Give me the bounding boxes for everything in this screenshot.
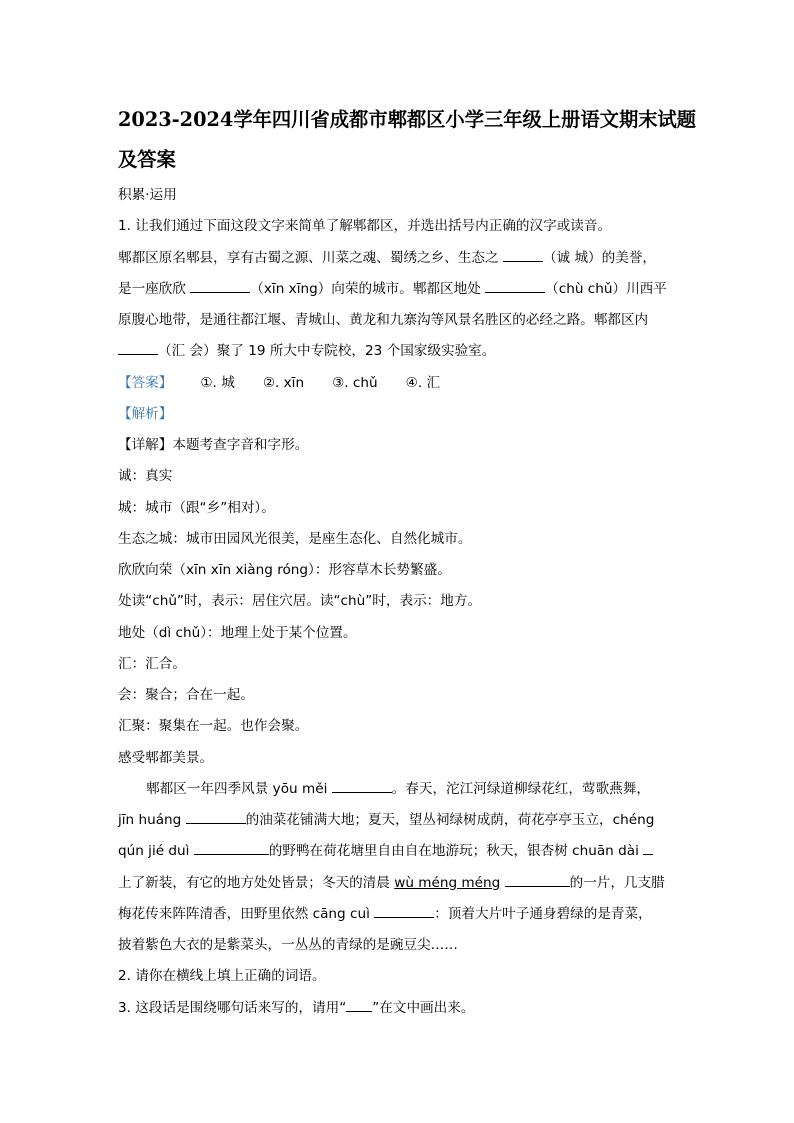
text: 的野鸭在荷花塘里自由自在地游玩；秋天，银杏树 chuān dài [268,843,644,860]
blank [190,280,250,293]
text: 是一座欣欣 [118,280,191,297]
blank [374,905,434,918]
text: qún jié duì [118,843,194,860]
text: 的油菜花铺满大地；夏天，望丛祠绿树成荫，荷花亭亭玉立，chéng [245,812,655,828]
blank [346,999,372,1012]
text: 郫都区一年四季风景 yōu měi [146,780,332,797]
blank [643,842,653,855]
question-1-prompt: 1. 让我们通过下面这段文字来简单了解郫都区，并选出括号内正确的汉字或读音。 [118,218,612,235]
analysis-line: 【详解】本题考查字音和字形。 [118,437,309,453]
analysis-label: 【解析】 [118,405,173,422]
text: （chù chǔ）川西平 [545,280,667,297]
analysis-line: 会：聚合；合在一起。 [118,687,254,703]
text: 3. 这段话是围绕哪句话来写的，请用“ [118,999,347,1016]
answer-item: ③. chǔ [332,374,378,391]
text: ：顶着大片叶子通身碧绿的是青菜， [434,905,652,922]
answer-item: ①. 城 [200,374,235,391]
document-title: 2023-2024学年四川省成都市郫都区小学三年级上册语文期末试题及答案 [118,108,697,171]
text: （xīn xīng）向荣的城市。郫都区地处 [250,280,486,297]
q1-line: 原腹心地带，是通往都江堰、青城山、黄龙和九寨沟等风景名胜区的必经之路。郫都区内 [118,312,649,328]
text: jīn huáng [118,812,186,828]
blank [485,280,545,293]
blank [186,811,246,824]
document-body [118,180,678,1024]
analysis-line: 汇聚：聚集在一起。也作会聚。 [118,718,309,735]
underlined-pinyin: wù méng méng [394,874,501,891]
blank [505,874,570,887]
text: 上了新装，有它的地方处处皆景；冬天的清晨 [118,874,395,891]
question-2: 2. 请你在横线上填上正确的词语。 [118,968,326,985]
analysis-line: 感受郫都美景。 [118,749,214,766]
text: （诚 城）的美誉， [542,249,657,266]
text: （汇 会）聚了 19 所大中专院校，23 个国家级实验室。 [158,343,496,360]
q1-line [118,274,678,305]
passage-line [118,836,678,867]
text: ”在文中画出来。 [372,999,475,1016]
text: 梅花传来阵阵清香，田野里依然 cāng cuì [118,905,375,922]
analysis-line: 生态之城：城市田园风光很美，是座生态化、自然化城市。 [118,530,472,547]
q1-line [118,243,678,274]
passage-line: 披着紫色大衣的是紫菜头，一丛丛的青绿的是豌豆尖…… [118,937,458,953]
text: 。春天，沱江河绿道柳绿花红，莺歌燕舞， [391,780,650,797]
analysis-line: 处读“chǔ”时，表示：居住穴居。读“chù”时，表示：地方。 [118,593,482,610]
blank [332,780,392,793]
answer-line [118,368,678,399]
question-3 [118,993,678,1024]
answer-item: ④. 汇 [405,374,441,391]
section-heading: 积累·运用 [118,187,177,203]
passage-line [118,805,678,836]
analysis-line: 欣欣向荣（xīn xīn xiàng róng）：形容草木长势繁盛。 [118,562,451,578]
answer-label: 【答案】 [118,374,173,391]
analysis-line: 地处（dì chǔ）：地理上处于某个位置。 [118,624,357,641]
blank [118,342,158,355]
q1-line [118,336,678,367]
analysis-line: 汇：汇合。 [118,655,186,672]
blank [194,842,269,855]
passage-line [118,774,678,805]
passage-line [118,899,678,930]
passage-line [118,868,678,899]
analysis-line: 诚：真实 [118,468,173,485]
text: 的一片，几支腊 [569,874,665,891]
text: 郫都区原名郫县，享有古蜀之源、川菜之魂、蜀绣之乡、生态之 [118,249,503,266]
analysis-line: 城：城市（跟“乡”相对）。 [118,499,275,516]
blank [503,249,543,262]
answer-item: ②. xīn [262,374,305,391]
